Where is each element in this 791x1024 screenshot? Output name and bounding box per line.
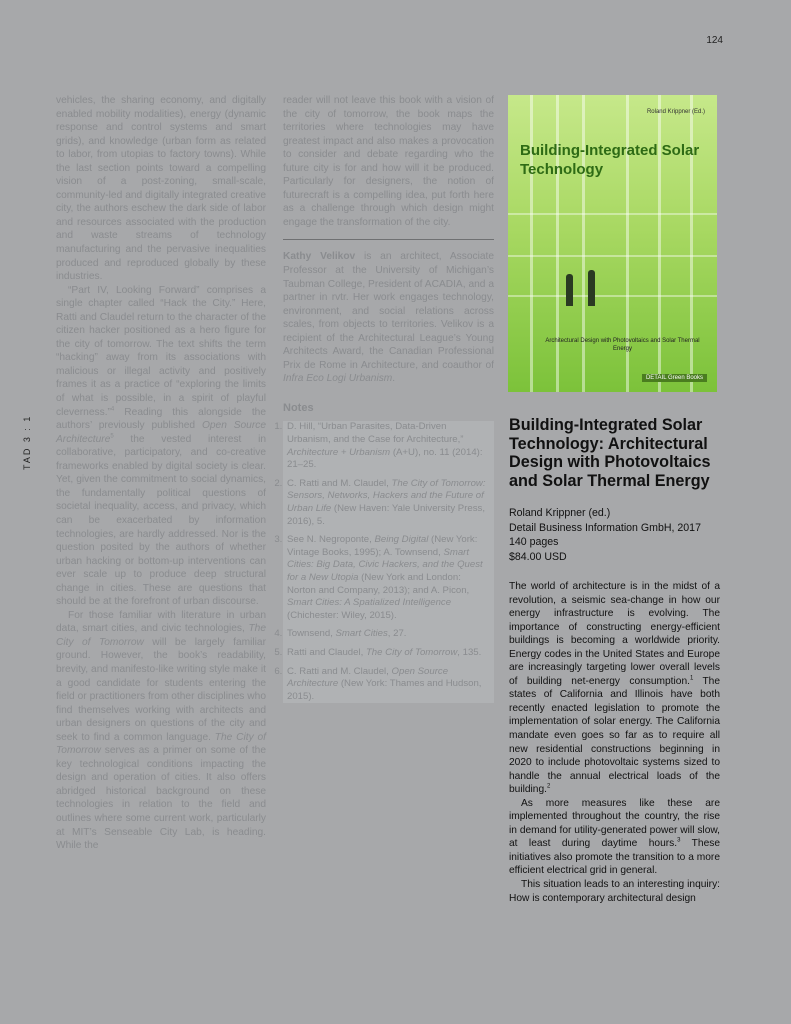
paragraph: vehicles, the sharing economy, and digitally enabled mobility modalities), energy (dynamic response and control systems and smart grids), and knowledge (urban form as related to labor, from utopias to factory towns). While the last section points toward a compelling vision of a post-zoning, small-scale, community-led and digitally integrated creative city, the authors eschew the dark side of labor and resources associated with the production and waste streams of technology manufacturing and the pervasive inequalities produced and reproduced globally by these industries.	[56, 95, 266, 283]
page-number: 124	[706, 35, 723, 46]
paragraph: This situation leads to an interesting inquiry: How is contemporary architectural design	[509, 879, 720, 904]
divider	[283, 239, 494, 240]
paragraph: “Part IV, Looking Forward” comprises a single chapter called “Hack the City.” Here, Ratti and Claudel return to the character of the citizen hacker positioned as a hero figure for the city of tomorrow. The text shifts the term “hacking” away from its associations with malicious or illegal activity and positively frames it as a practice of “exploring the limits of what is possible, in a spirit of playful cleverness.”$^4$ Reading this alongside the authors’ previously published Open Source Architecture$^5$ the vested interest in collaborative, participatory, and co-creative frameworks enabled by digital society is clear. Yet, given the commitment to social dynamics, the fundamentally political questions of societal inequality, access, and privacy, which can be exacerbated by information technologies, are hardly addressed. Nor is the question posited by the authors of whether urban hacking or bottom-up interventions can ever scale up to produce deep structural change in cities. These are questions that should be at the forefront of urban discourse.	[56, 284, 266, 608]
cover-publisher-logo: DETAIL Green Books	[642, 374, 707, 382]
review-body	[509, 580, 720, 905]
book-review	[509, 416, 720, 905]
review-book-title: Building-Integrated Solar Technology: Architectural Design with Photovoltaics and Solar Thermal Energy	[509, 416, 711, 490]
note-item: 6. C. Ratti and M. Claudel, Open Source Architecture (New York: Thames and Hudson, 2015).	[285, 666, 492, 704]
previous-review-continued	[283, 94, 494, 709]
cover-title: Building-Integrated Solar Technology	[520, 142, 700, 178]
book-details	[509, 506, 720, 564]
paragraph: The world of architecture is in the midst of a revolution, a seismic sea-change in how our energy infrastructure is evolving. The importance of constructing energy-efficient buildings is becoming a worldwide priority. Energy codes in the United States and Europe are increasingly targeting lower overall levels of building net-energy consumption.$^1$ The states of California and Illinois have both recently enacted legislation to promote the implementation of solar energy. The California mandate even goes so far as to require all new residential constructions beginning in 2020 to include photovoltaic systems sized to handle the annual electrical loads of the building.$^2$	[509, 581, 721, 796]
note-item: 5. Ratti and Claudel, The City of Tomorrow, 135.	[285, 647, 492, 660]
note-item: 2. C. Ratti and M. Claudel, The City of Tomorrow: Sensors, Networks, Hackers and the Future of Urban Life (New Haven: Yale University Press, 2016), 5.	[285, 478, 492, 528]
paragraph: For those familiar with literature in urban data, smart cities, and civic technologies, The City of Tomorrow will be largely familiar ground. However, the book’s readability, brevity, and manifesto-like writing style make it a good candidate for students entering the field or practitioners from other disciplines who find themselves working with architects and urban designers on questions of the city and seek to find a common language. The City of Tomorrow serves as a primer on some of the key technological conditions impacting the design and operation of cities. It also offers abridged historical background on these technologies in relation to the field and outlines where some current work, particularly at MIT’s Senseable City Lab, is heading. While the	[56, 609, 266, 852]
book-editor: Roland Krippner (ed.)	[509, 507, 611, 520]
book-pages: 140 pages	[509, 536, 559, 549]
book-price: $84.00 USD	[509, 550, 567, 563]
cover-subtitle: Architectural Design with Photovoltaics and Solar Thermal Energy	[545, 338, 700, 352]
previous-review-column	[56, 94, 266, 853]
notes-list	[283, 421, 494, 703]
person-silhouette	[588, 270, 595, 306]
note-item: 4. Townsend, Smart Cities, 27.	[285, 628, 492, 641]
notes-heading: Notes	[283, 401, 314, 414]
book-cover-image	[508, 95, 717, 392]
journal-side-tag: TAD 3 : 1	[22, 414, 32, 470]
paragraph: reader will not leave this book with a vision of the city of tomorrow, the book maps the territories where technologies may have greatest impact and also makes a provocation to consider and debate regarding who the future city is for and how will it be produced. Particularly for designers, the notion of futurecraft is a compelling idea, put forth here as a challenge through which design might engage the transformation of the city.	[283, 95, 494, 228]
note-item: 3. See N. Negroponte, Being Digital (New York: Vintage Books, 1995); A. Townsend, Smart Cities: Big Data, Civic Hackers, and the Quest for a New Utopia (New York and London: Norton and Company, 2013); and A. Picon, Smart Cities: A Spatialized Intelligence (Chichester: Wiley, 2015).	[285, 534, 492, 622]
cover-author: Roland Krippner (Ed.)	[646, 109, 705, 115]
book-publisher: Detail Business Information GmbH, 2017	[509, 521, 701, 534]
author-bio: Kathy Velikov is an architect, Associate Professor at the University of Michigan’s Taubman College, President of ACADIA, and a partner in rvtr. Her work engages technology, environment, and social relations across scales, from objects to territories. Velikov is a recipient of the Architectural League’s Young Architects Award, the Canadian Professional Prix de Rome in Architecture, and coauthor of Infra Eco Logi Urbanism.	[283, 251, 495, 385]
note-item: 1. D. Hill, “Urban Parasites, Data-Driven Urbanism, and the Case for Architecture,” Architecture + Urbanism (A+U), no. 11 (2014): 21–25.	[285, 421, 492, 471]
paragraph: As more measures like these are implemented throughout the country, the rise in demand for utility-generated power will slow, at least during daytime hours.$^3$ These initiatives also promote the transition to a more efficient electrical grid in general.	[509, 797, 720, 877]
person-silhouette	[566, 274, 573, 306]
